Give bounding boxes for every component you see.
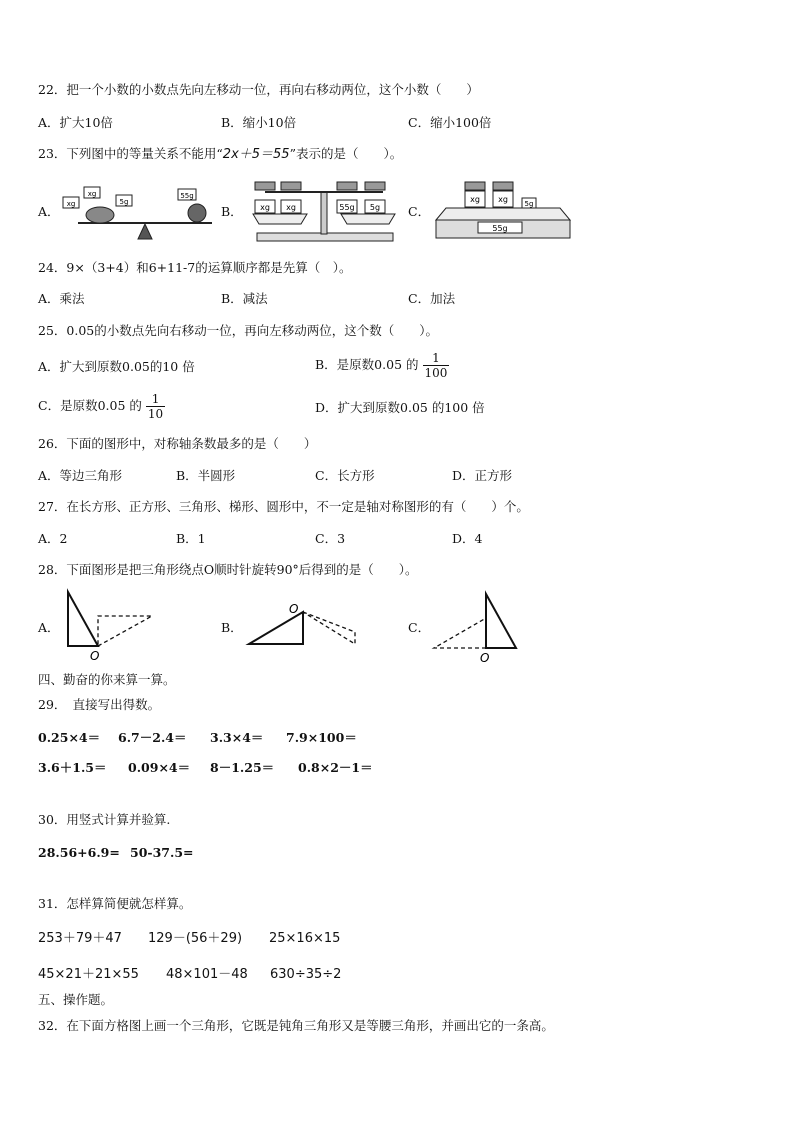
pan-left [253, 214, 307, 224]
fraction-denominator: 10 [147, 407, 164, 421]
point-o-label: O [90, 649, 100, 663]
q31-r1-c2: 129－(56＋29) [148, 931, 243, 946]
q23-stem-expr: 2x＋5＝55 [222, 147, 290, 162]
pan-weight-55g-label: 55g [339, 203, 355, 212]
solid-triangle [68, 592, 98, 646]
digital-weight-x1-top [465, 182, 485, 190]
q30-stem: 30．用竖式计算并验算. [38, 812, 171, 827]
q31-r2-c3: 630÷35÷2 [270, 967, 342, 982]
section-5-title: 五、操作题。 [38, 992, 114, 1007]
balance-seesaw-figure [60, 183, 220, 243]
q26-option-d: D．正方形 [452, 468, 513, 483]
pan-weight-x2-label: xg [286, 203, 296, 212]
q29-r1-c4: 7.9×100＝ [286, 730, 357, 745]
q22-stem: 22．把一个小数的小数点先向左移动一位，再向右移动两位，这个小数（ ） [38, 82, 479, 97]
q23-label-b: B． [221, 204, 243, 219]
q25-option-c [38, 389, 165, 423]
q24-option-c: C．加法 [408, 291, 456, 306]
seesaw-tag-x1-label: xg [66, 200, 76, 208]
q31-r1-c1: 253＋79＋47 [38, 931, 122, 946]
q24-stem: 24．9×（3+4）和6+11-7的运算顺序都是先算（ ）。 [38, 260, 352, 275]
seesaw-right-object [188, 204, 206, 222]
pan-weight-x1-label: xg [260, 203, 270, 212]
q22-option-b: B．缩小10倍 [221, 115, 297, 130]
fraction-numerator: 1 [423, 351, 450, 366]
point-o-label: O [289, 602, 299, 616]
q27-option-a: A．2 [38, 531, 68, 546]
dashed-triangle [434, 618, 486, 648]
q25-option-c-fraction [146, 392, 165, 421]
seesaw-fulcrum [138, 224, 152, 239]
q29-r2-c3: 8－1.25＝ [210, 760, 275, 775]
q26-stem: 26．下面的图形中，对称轴条数最多的是（ ） [38, 436, 317, 451]
q24-option-a: A．乘法 [38, 291, 85, 306]
pan-right [341, 214, 395, 224]
q28-label-c: C． [408, 620, 431, 635]
q22-option-a: A．扩大10倍 [38, 115, 113, 130]
rotation-figure-b [245, 602, 360, 652]
digital-scale-figure [432, 180, 574, 244]
seesaw-tag-5g-label: 5g [119, 198, 129, 206]
digital-weight-5g-label: 5g [524, 200, 534, 208]
solid-triangle [249, 612, 303, 644]
q32-stem: 32．在下面方格图上画一个三角形，它既是钝角三角形又是等腰三角形，并画出它的一条高。 [38, 1018, 554, 1033]
q28-stem: 28．下面图形是把三角形绕点O顺时针旋转90°后得到的是（ ）。 [38, 562, 418, 577]
q26-option-a: A．等边三角形 [38, 468, 123, 483]
seesaw-tag-x2-label: xg [87, 190, 97, 198]
digital-weight-x2-top [493, 182, 513, 190]
q26-option-c: C．长方形 [315, 468, 375, 483]
pan-weight-x2-top [281, 182, 301, 190]
digital-weight-x2-label: xg [498, 195, 508, 204]
q28-label-b: B． [221, 620, 243, 635]
q23-stem [38, 145, 402, 164]
rotation-figure-c [430, 590, 525, 664]
q29-r2-c2: 0.09×4＝ [128, 760, 191, 775]
q25-option-b-text: B．是原数0.05 的 [315, 357, 419, 372]
q23-stem-suffix: ”表示的是（ ）。 [289, 146, 403, 161]
q26-option-b: B．半圆形 [176, 468, 236, 483]
q27-option-b: B．1 [176, 531, 206, 546]
q29-r1-c1: 0.25×4＝ [38, 730, 101, 745]
pan-balance-post [321, 192, 327, 234]
q25-option-b [315, 348, 449, 382]
q31-stem: 31．怎样算简便就怎样算。 [38, 896, 192, 911]
q23-stem-prefix: 23．下列图中的等量关系不能用“ [38, 146, 223, 161]
q23-label-c: C． [408, 204, 431, 219]
pan-weight-5g-label: 5g [369, 203, 381, 212]
q31-r2-c1: 45×21＋21×55 [38, 967, 139, 982]
dashed-triangle [98, 616, 152, 646]
digital-weight-x1-label: xg [470, 195, 480, 204]
q31-r2-c2: 48×101－48 [166, 967, 248, 982]
pan-weight-5-top [365, 182, 385, 190]
pan-weight-55-top [337, 182, 357, 190]
point-o-label: O [480, 651, 490, 664]
q30-problem-1: 28.56+6.9= [38, 845, 120, 860]
q25-stem: 25．0.05的小数点先向右移动一位，再向左移动两位，这个数（ ）。 [38, 323, 438, 338]
dashed-triangle [303, 612, 355, 644]
seesaw-tag-55g-label: 55g [180, 192, 194, 200]
q27-stem: 27．在长方形、正方形、三角形、梯形、圆形中，不一定是轴对称图形的有（ ）个。 [38, 499, 529, 514]
q25-option-c-text: C．是原数0.05 的 [38, 398, 142, 413]
pan-weight-x1-top [255, 182, 275, 190]
fraction-numerator: 1 [146, 392, 165, 407]
q29-stem: 29． 直接写出得数。 [38, 697, 161, 712]
q25-option-d: D．扩大到原数0.05 的100 倍 [315, 400, 485, 415]
q29-r1-c3: 3.3×4＝ [210, 730, 264, 745]
q27-option-c: C．3 [315, 531, 346, 546]
q25-option-b-fraction [423, 351, 450, 380]
fraction-denominator: 100 [424, 366, 448, 380]
q24-option-b: B．减法 [221, 291, 268, 306]
rotation-figure-a [60, 588, 160, 664]
solid-triangle [486, 594, 516, 648]
q29-r2-c4: 0.8×2－1＝ [298, 760, 373, 775]
q25-option-a: A．扩大到原数0.05的10 倍 [38, 359, 195, 374]
digital-scale-top [436, 208, 570, 220]
q23-label-a: A． [38, 204, 60, 219]
q27-option-d: D．4 [452, 531, 483, 546]
q31-r1-c3: 25×16×15 [269, 931, 341, 946]
q22-option-c: C．缩小100倍 [408, 115, 492, 130]
q30-problem-2: 50-37.5= [130, 845, 194, 860]
pan-balance-figure [245, 178, 403, 244]
section-4-title: 四、勤奋的你来算一算。 [38, 672, 176, 687]
seesaw-left-object [86, 207, 114, 223]
q28-label-a: A． [38, 620, 60, 635]
q29-r2-c1: 3.6＋1.5＝ [38, 760, 107, 775]
digital-scale-display-label: 55g [492, 224, 508, 233]
q29-r1-c2: 6.7－2.4＝ [118, 730, 187, 745]
